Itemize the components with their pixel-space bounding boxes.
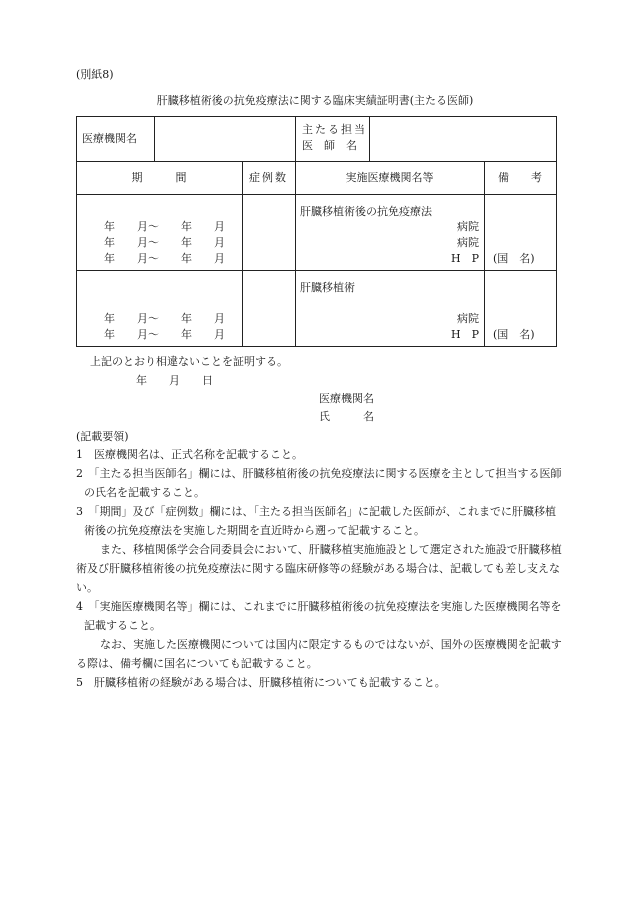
doctor-name-label: 主たる担当 <box>302 123 367 136</box>
institution-name-label: 医療機関名 <box>82 132 137 145</box>
table-rule <box>242 161 243 347</box>
period-entry: 年 月〜 年 月 <box>104 312 225 325</box>
facility-type: 病院 <box>457 236 479 249</box>
doctor-name-label: 医 師 名 <box>302 139 357 152</box>
column-header-period: 期 間 <box>131 171 187 184</box>
notes-heading: (記載要領) <box>76 430 129 443</box>
table-rule <box>295 161 296 347</box>
facility-type: 病院 <box>457 220 479 233</box>
period-entry: 年 月〜 年 月 <box>104 252 225 265</box>
table-border-left <box>76 116 77 347</box>
note-item: 2 「主たる担当医師名」欄には、肝臓移植術後の抗免疫療法に関する医療を主として担当する医師の氏名を記載すること。 <box>76 467 562 499</box>
note-item: 5 肝臓移植術の経験がある場合は、肝臓移植術についても記載すること。 <box>76 676 446 689</box>
certification-statement: 上記のとおり相違ないことを証明する。 <box>90 355 288 368</box>
facility-type: H P <box>451 252 479 265</box>
country-note: (国 名) <box>493 252 535 265</box>
table-rule <box>295 116 296 161</box>
column-header-cases: 症例数 <box>249 171 288 184</box>
attachment-label: (別紙8) <box>76 68 114 81</box>
note-item: 4 「実施医療機関名等」欄には、これまでに肝臓移植術後の抗免疫療法を実施した医療機関名等を記載すること。 <box>76 600 562 632</box>
table-rule <box>484 161 485 347</box>
notes-list <box>76 445 564 692</box>
document-title: 肝臓移植術後の抗免疫療法に関する臨床実績証明書(主たる医師) <box>156 94 474 107</box>
period-entry: 年 月〜 年 月 <box>104 236 225 249</box>
treatment-heading: 肝臓移植術 <box>300 281 355 294</box>
table-rule <box>369 116 370 161</box>
certification-date: 年 月 日 <box>136 374 213 387</box>
column-header-facility: 実施医療機関名等 <box>345 171 434 184</box>
table-rule <box>154 116 155 161</box>
table-border-top <box>76 116 557 117</box>
signing-name-label: 氏 名 <box>319 410 374 423</box>
note-item: 3 「期間」及び「症例数」欄には、「主たる担当医師名」に記載した医師が、これまでに肝臓移植術後の抗免疫療法を実施した期間を直近時から遡って記載すること。 <box>76 505 556 537</box>
note-item: なお、実施した医療機関については国内に限定するものではないが、国外の医療機関を記載する際は、備考欄に国名についても記載すること。 <box>76 638 562 670</box>
signing-institution-label: 医療機関名 <box>319 392 374 405</box>
column-header-remarks: 備 考 <box>498 171 542 184</box>
note-item: また、移植関係学会合同委員会において、肝臓移植実施施設として選定された施設で肝臓移植術及び肝臓移植術後の抗免疫療法に関する臨床研修等の経験がある場合は、記載しても差し支えない。 <box>76 543 562 594</box>
facility-type: 病院 <box>457 312 479 325</box>
treatment-heading: 肝臓移植術後の抗免疫療法 <box>300 205 432 218</box>
note-item: 1 医療機関名は、正式名称を記載すること。 <box>76 448 303 461</box>
country-note: (国 名) <box>493 328 535 341</box>
period-entry: 年 月〜 年 月 <box>104 328 225 341</box>
period-entry: 年 月〜 年 月 <box>104 220 225 233</box>
table-border-right <box>556 116 557 347</box>
facility-type: H P <box>451 328 479 341</box>
